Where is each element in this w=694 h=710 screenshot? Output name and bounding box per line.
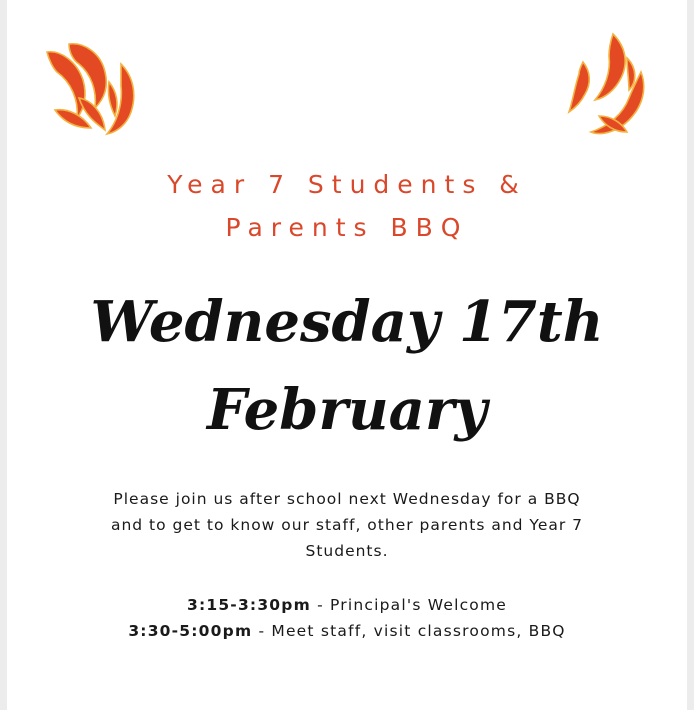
schedule-separator: -: [310, 596, 331, 614]
schedule-separator: -: [252, 622, 272, 640]
invitation-text: Please join us after school next Wednesday for a BBQ and to get to know our staff, other parents and Year 7 Students.: [110, 490, 584, 560]
schedule-activity: Principal's Welcome: [330, 596, 508, 614]
event-title-line-2: Parents BBQ: [225, 213, 469, 242]
schedule-time: 3:30-5:00pm: [128, 622, 253, 640]
event-title-line-1: Year 7 Students &: [167, 170, 527, 199]
flyer-page: [7, 0, 687, 710]
schedule-activity: Meet staff, visit classrooms, BBQ: [271, 622, 566, 640]
schedule-time: 3:15-3:30pm: [186, 596, 311, 614]
flame-icon: [565, 28, 649, 140]
event-date-line-2: February: [206, 377, 488, 443]
schedule: [97, 592, 597, 644]
schedule-item: [97, 618, 597, 644]
event-date-line-1: Wednesday 17th: [90, 289, 604, 355]
flame-icon: [39, 38, 145, 140]
schedule-item: [97, 592, 597, 618]
